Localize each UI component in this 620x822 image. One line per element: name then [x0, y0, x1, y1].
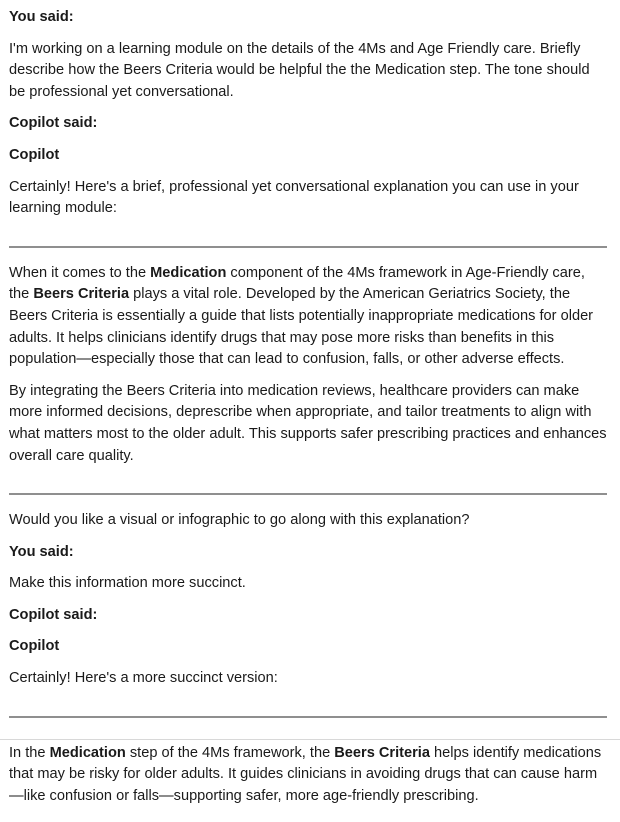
copilot-name: Copilot — [9, 146, 60, 163]
assistant-followup: Would you like a visual or infographic to go along with this explanation? — [9, 512, 470, 529]
copilot-said-label: Copilot said: — [9, 115, 98, 132]
you-said-label: You said: — [9, 543, 74, 560]
bold-term: Medication — [150, 264, 227, 281]
you-said-label: You said: — [9, 9, 74, 25]
copilot-name: Copilot — [9, 638, 60, 655]
panel-divider — [0, 739, 620, 740]
assistant-intro: Certainly! Here's a more succinct version: — [9, 670, 278, 687]
assistant-paragraph: By integrating the Beers Criteria into medication reviews, healthcare providers can make more informed decisions, deprescribe when appropriate, and tailor treatments to align with what matters most to the older adult. This supports safer prescribing practices and enhances overall care quality. — [9, 382, 607, 464]
user-message: I'm working on a learning module on the details of the 4Ms and Age Friendly care. Briefly describe how the Beers Criteria would be helpful the the Medication step. The tone should be professional yet conversational. — [9, 40, 590, 100]
user-message: Make this information more succinct. — [9, 575, 246, 592]
bold-term: Medication — [49, 744, 126, 761]
assistant-paragraph: When it comes to the Medication component of the 4Ms framework in Age-Friendly care, the Beers Criteria plays a vital role. Developed by the American Geriatrics Society, the Beers Criteria is essentially a guide that lists potentially inappropriate medications for older adults. It helps clinicians identify drugs that may pose more risks than benefits in this population—especially those that can lead to confusion, falls, or other adverse effects. — [9, 264, 594, 368]
assistant-intro: Certainly! Here's a brief, professional yet conversational explanation you can use in your learning module: — [9, 178, 579, 217]
bold-term: Beers Criteria — [33, 286, 130, 303]
assistant-paragraph: In the Medication step of the 4Ms framework, the Beers Criteria helps identify medications that may be risky for older adults. It guides clinicians in avoiding drugs that can cause harm—like confusion or falls—supporting safer, more age-friendly prescribing. — [9, 744, 602, 804]
bold-term: Beers Criteria — [334, 744, 430, 761]
copilot-said-label: Copilot said: — [9, 606, 98, 623]
